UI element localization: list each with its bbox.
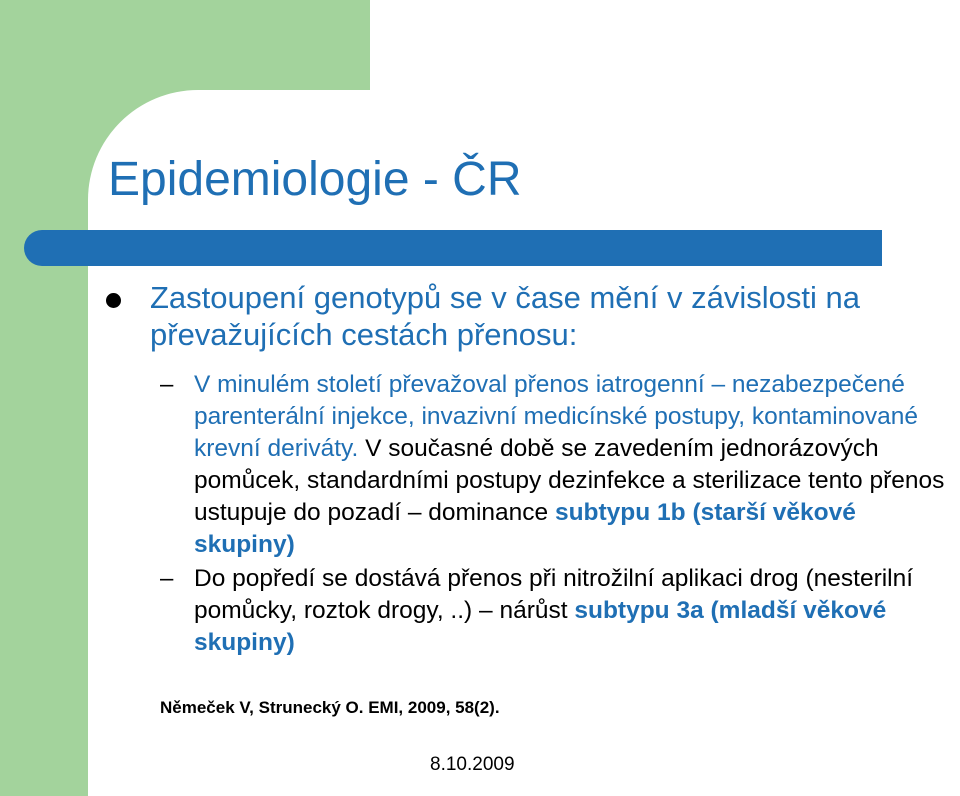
sub-point-2-text-2: [704, 597, 711, 624]
dash-icon: –: [160, 371, 174, 398]
sub-point-2: [194, 563, 956, 659]
footer-date: 8.10.2009: [430, 754, 515, 775]
sub-point-1-blue: V minulém století převažoval přenos iatrogenní – nezabezpečené parenterální injekce, invazivní medicínské postupy, kontaminované krevní deriváty.: [194, 371, 919, 462]
sub-point-2-bold-2: (mladší věkové skupiny): [194, 597, 887, 656]
sub-point-1: [194, 369, 956, 561]
main-bullet-text: Zastoupení genotypů se v čase mění v závislosti na převažujících cestách přenosu:: [150, 280, 860, 352]
sub-point-2-text: Do popředí se dostává přenos při nitrožilní aplikaci drog (nesterilní pomůcky, roztok drogy, ..) – nárůst: [194, 565, 914, 624]
sub-point-1-text: V současné době se zavedením jednorázových pomůcek, standardními postupy dezinfekce a sterilizace tento přenos ustupuje do pozadí – dominance: [194, 435, 945, 526]
title-underline-bar: [24, 230, 882, 266]
citation: Němeček V, Strunecký O. EMI, 2009, 58(2).: [160, 698, 500, 717]
sub-point-2-bold-1: subtypu 3a: [574, 597, 704, 624]
dash-icon: –: [160, 565, 174, 592]
slide-title: Epidemiologie - ČR: [108, 153, 522, 206]
bullet-icon: [106, 293, 121, 308]
sub-point-1-bold: subtypu 1b (starší věkové skupiny): [194, 499, 856, 558]
